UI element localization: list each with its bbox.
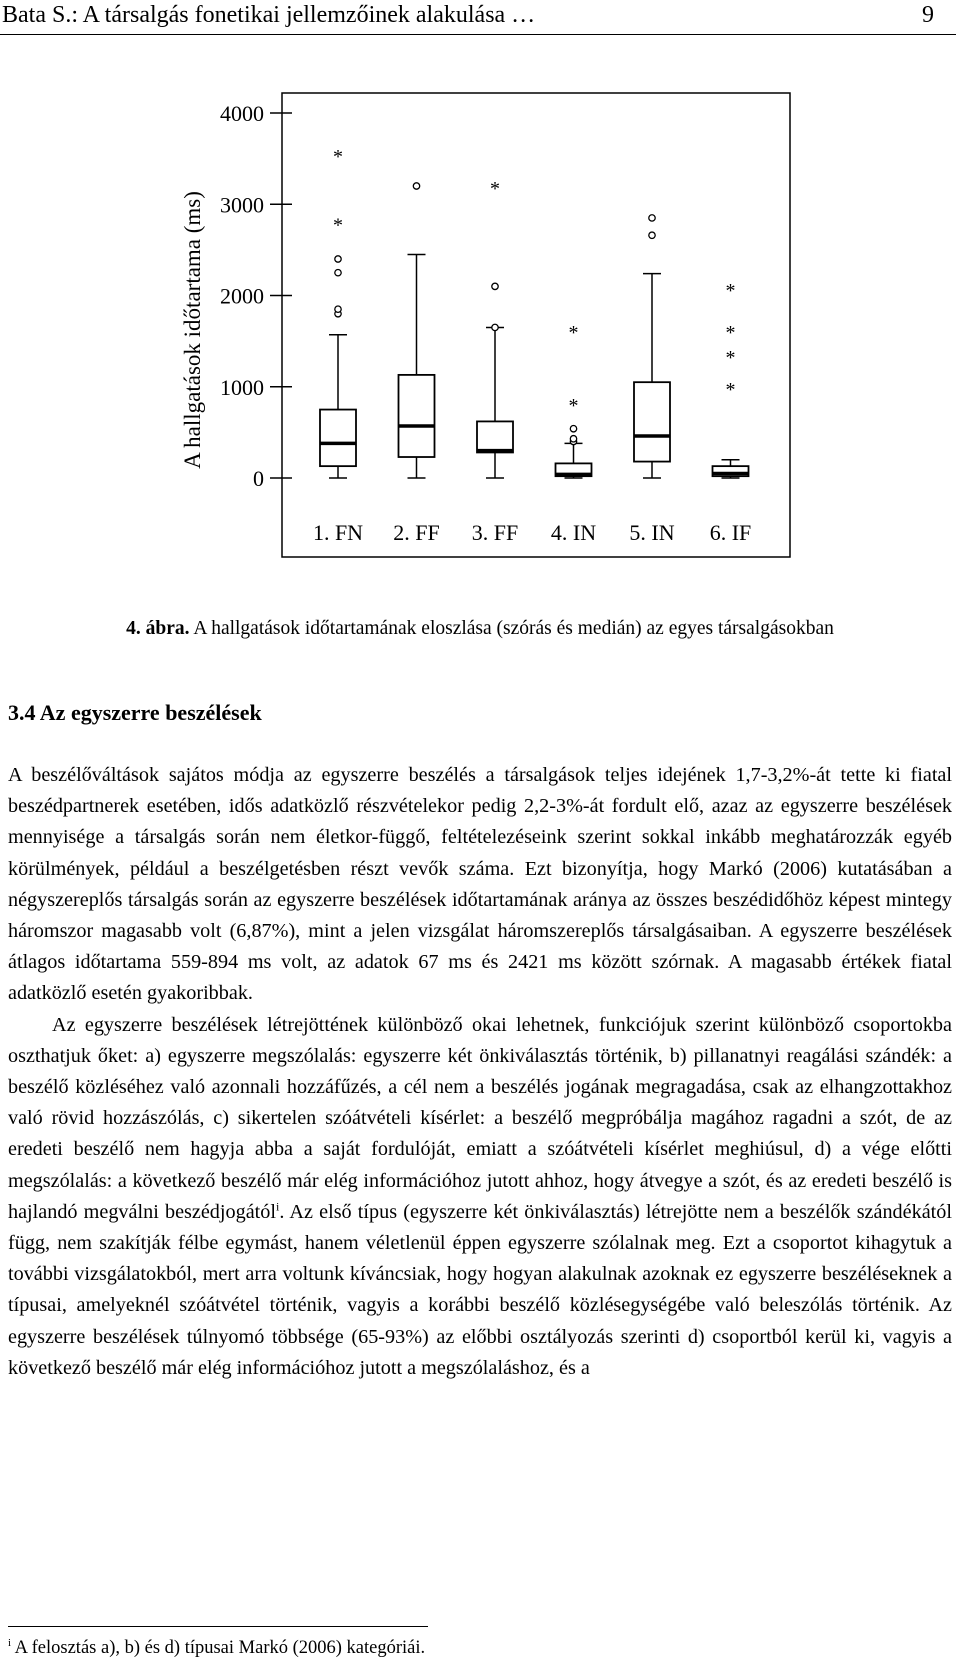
extreme-point: * xyxy=(333,146,343,169)
boxes xyxy=(320,146,749,478)
paragraph-2 xyxy=(8,1010,952,1384)
figure-caption xyxy=(0,616,960,642)
extreme-point: * xyxy=(490,178,500,200)
paragraph-2-text: Az egyszerre beszélések létrejöttének különböző okai lehetnek, funkciójuk szerint különböző csoportokba oszthatjuk őket: a) egyszerre megszólalás: egyszerre két önkiválasztás történik, b) pillanatnyi reagálási szándék: a beszélő közléséhez való azonnali hozzáfűzés, a cél nem a beszélés jogának megragadása, csak az elhangzottakhoz való rövid hozzászólás, c) sikertelen szóátvételi kísérlet: a beszélő megpróbálja magához ragadni a szót, de az eredeti beszélő nem hagyja abba a saját fordulóját, emiatt a szóátvételi kísérlet meghiúsul, d) a vége előtti megszólalás: a következő beszélő már elég információhoz jutott ahhoz, hogy átvegye a szót, és az eredeti beszélő is hajlandó megválni beszédjogától xyxy=(8,1013,952,1223)
extreme-point: * xyxy=(725,346,736,369)
running-title: Bata S.: A társalgás fonetikai jellemzőinek alakulása … xyxy=(2,2,536,28)
footnote-rule xyxy=(8,1626,428,1627)
extreme-point: * xyxy=(568,395,579,418)
y-tick-label: 0 xyxy=(253,466,264,491)
extreme-point: * xyxy=(725,322,736,345)
iqr-box xyxy=(399,375,435,457)
y-tick-label: 2000 xyxy=(220,283,264,309)
figure-caption-label: 4. ábra. xyxy=(126,618,190,639)
y-tick-label: 3000 xyxy=(220,192,264,218)
y-axis xyxy=(220,101,292,491)
x-axis xyxy=(313,520,751,545)
iqr-box xyxy=(320,410,356,467)
iqr-box xyxy=(477,421,513,452)
figure-caption-text: A hallgatások időtartamának eloszlása (szórás és medián) az egyes társalgásokban xyxy=(193,618,834,639)
outlier-point xyxy=(492,283,498,289)
extreme-point: * xyxy=(333,214,343,237)
extreme-point: * xyxy=(568,322,579,345)
outlier-point xyxy=(570,436,576,442)
x-tick-label: 5. IN xyxy=(629,520,675,545)
outlier-point xyxy=(335,256,341,262)
footnote-text: A felosztás a), b) és d) típusai Markó (2006) kategóriái. xyxy=(11,1638,426,1659)
x-tick-label: 3. FF xyxy=(471,520,519,545)
x-tick-label: 4. IN xyxy=(550,520,597,545)
running-header xyxy=(0,0,956,35)
plot-frame xyxy=(282,93,790,557)
outlier-point xyxy=(335,269,341,275)
outlier-point xyxy=(335,306,341,312)
x-tick-label: 6. IF xyxy=(709,520,752,545)
y-tick-label: 1000 xyxy=(220,374,264,400)
footnote-reference[interactable]: i xyxy=(275,1199,280,1214)
outlier-point xyxy=(649,215,655,221)
section-heading: 3.4 Az egyszerre beszélések xyxy=(8,700,262,725)
outlier-point xyxy=(570,426,576,432)
footnote-marker: i xyxy=(8,1637,12,1649)
boxplot-chart xyxy=(0,60,960,600)
footnote xyxy=(8,1630,425,1661)
y-axis-label: A hallgatások időtartama (ms) xyxy=(180,191,205,469)
extreme-point: * xyxy=(725,378,736,401)
extreme-point: * xyxy=(725,280,736,303)
outlier-point xyxy=(649,232,655,238)
y-tick-label: 4000 xyxy=(220,101,264,126)
x-tick-label: 1. FN xyxy=(312,520,364,545)
outlier-point xyxy=(413,183,419,189)
outlier-point xyxy=(492,324,498,330)
paragraph-2-continuation: . Az első típus (egyszerre két önkiválasztás) létrejötte nem a beszélők szándékától függ, nem szakítják félbe egymást, hanem véletlenül éppen egyszerre szólalnak meg. Ezt a csoportot kihagytuk a további vizsgálatokból, mert arra voltunk kíváncsiak, hogy hogyan alakulnak azoknak ez egyszerre beszéléseknek a típusai, amelyeknél szóátvétel történik, vagyis a korábbi beszélő közlésegységébe való beleszólás történik. Az egyszerre beszélések túlnyomó többsége (65-93%) az előbbi osztályozás szerinti d) csoportból kerül ki, vagyis a következő beszélő már elég információhoz jutott a megszólaláshoz, és a xyxy=(8,1200,952,1379)
section-body xyxy=(8,760,952,1384)
page-number: 9 xyxy=(922,2,934,28)
paragraph-1: A beszélőváltások sajátos módja az egyszerre beszélés a társalgások teljes idejének 1,7-3,2%-át tette ki fiatal beszédpartnerek esetében, idős adatközlő részvételekor pedig 2,2-3%-át fordult elő, azaz az egyszerre beszélések mennyisége a társalgás során nem életkor-függő, feltételezéseink szerint sokkal inkább meghatározzák egyéb körülmények, például a beszélgetésben részt vevők száma. Ezt bizonyítja, hogy Markó (2006) kutatásában a négyszereplős társalgás során az egyszerre beszélések időtartamának aránya az összes beszédidőhöz képest mintegy háromszor magasabb volt (6,87%), mint a jelen vizsgálat háromszereplős társalgásaiban. A egyszerre beszélések átlagos időtartama 559-894 ms volt, az adatok 67 ms és 2421 ms között szórnak. A magasabb értékek fiatal adatközlő esetén gyakoribbak. xyxy=(8,764,952,1005)
iqr-box xyxy=(634,382,670,461)
x-tick-label: 2. FF xyxy=(393,520,440,545)
